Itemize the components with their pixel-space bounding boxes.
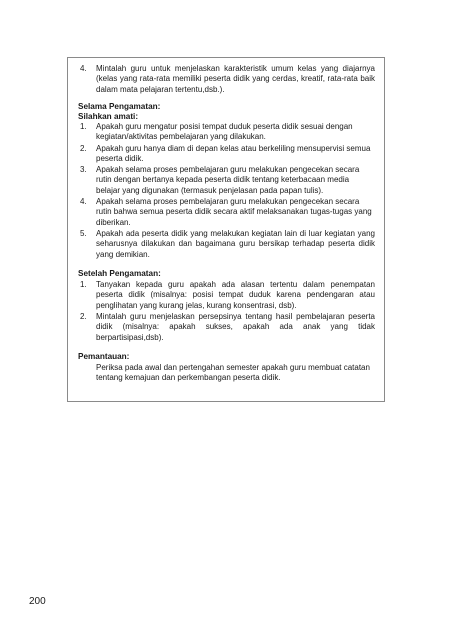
item-number: 1. <box>80 280 87 289</box>
pemantauan-text: Periksa pada awal dan pertengahan semester apakah guru membuat catatan tentang kemajuan dan perkembangan peserta didik. <box>96 363 370 383</box>
item-number: 2. <box>80 312 87 321</box>
item-number: 5. <box>80 229 87 238</box>
item-text: Apakah ada peserta didik yang melakukan kegiatan lain di luar kegiatan yang seharusnya dilakukan dan bagaimana guru bersikap terhadap peserta didik yang demikian. <box>96 229 375 259</box>
item-number: 4. <box>80 197 87 206</box>
item-text: Mintalah guru untuk menjelaskan karakteristik umum kelas yang diajarnya (kelas yang rata-rata memiliki peserta didik yang cerdas, kreatif, rata-rata baik dalam mata pelajaran tertentu,dsb.). <box>96 64 375 94</box>
item-text: Tanyakan kepada guru apakah ada alasan tertentu dalam penempatan peserta didik (misalnya: posisi tempat duduk karena pendengaran atau penglihatan yang kurang jelas, kurang konsentrasi, dsb). <box>96 280 375 310</box>
item-text: Apakah selama proses pembelajaran guru melakukan pengecekan secara rutin dengan bertanya kepada peserta didik tentang keterbacaan media belajar yang digunakan (termasuk penjelasan pada papan tulis). <box>96 165 360 195</box>
item-text: Apakah guru mengatur posisi tempat duduk peserta didik sesuai dengan kegiatan/aktivitas pembelajaran yang dilakukan. <box>96 122 353 142</box>
selama-subheading: Silahkan amati: <box>78 112 139 121</box>
item-text: Mintalah guru menjelaskan persepsinya tentang hasil pembelajaran peserta didik (misalnya: apakah sukses, apakah ada anak yang tidak berpartisipasi,dsb). <box>96 312 375 342</box>
selama-heading: Selama Pengamatan: <box>78 102 161 111</box>
item-number: 2. <box>80 144 87 153</box>
setelah-heading: Setelah Pengamatan: <box>78 269 161 278</box>
item-number: 1. <box>80 122 87 131</box>
content-box <box>67 57 385 402</box>
item-text: Apakah guru hanya diam di depan kelas atau berkeliling mensupervisi semua peserta didik. <box>96 144 371 164</box>
item-number: 4. <box>80 64 87 73</box>
pemantauan-heading: Pemantauan: <box>78 352 130 361</box>
page-number: 200 <box>29 596 46 607</box>
item-text: Apakah selama proses pembelajaran guru melakukan pengecekan secara rutin bahwa semua peserta didik secara aktif melaksanakan tugas-tugas yang diberikan. <box>96 197 372 227</box>
item-number: 3. <box>80 165 87 174</box>
